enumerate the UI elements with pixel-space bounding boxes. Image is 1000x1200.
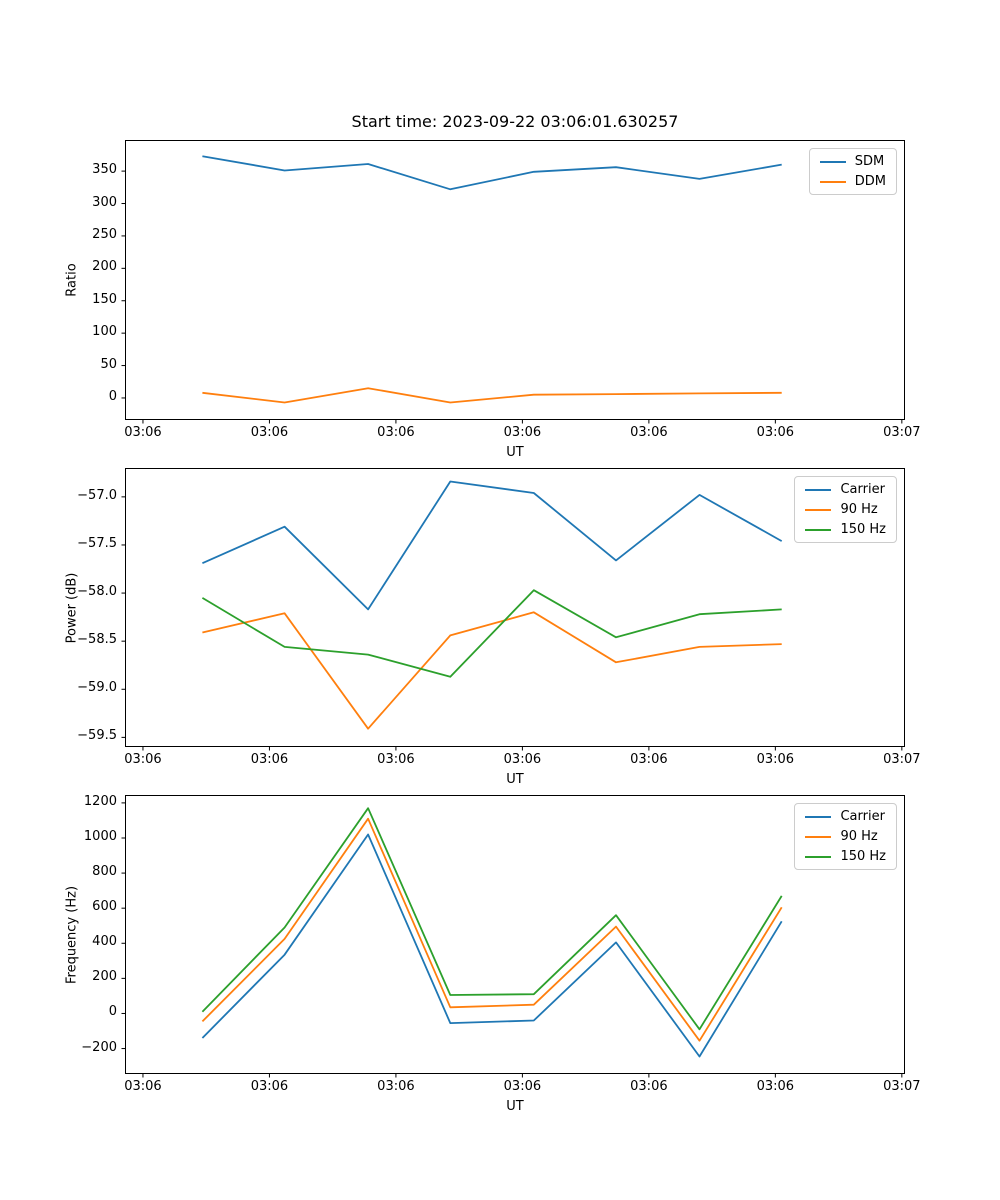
frequency-legend-entry-carrier — [805, 809, 886, 824]
power-legend-entry-carrier — [805, 482, 886, 497]
power-series-line-90-hz — [202, 612, 781, 728]
legend-label-150-hz: 150 Hz — [840, 522, 886, 537]
frequency-xlabel: UT — [506, 1099, 524, 1114]
frequency-x-tick-label: 03:06 — [250, 1079, 289, 1094]
legend-label-carrier: Carrier — [840, 482, 885, 497]
frequency-series-line-150-hz — [202, 808, 781, 1029]
frequency-y-tick-label: 1200 — [83, 793, 117, 809]
ratio-y-tick-label: 0 — [108, 388, 117, 404]
ratio-x-tick-label: 03:06 — [250, 425, 289, 440]
ratio-y-tick-label: 200 — [92, 259, 117, 275]
frequency-x-tick-label: 03:06 — [756, 1079, 795, 1094]
power-legend — [794, 476, 897, 543]
power-x-tick-label: 03:06 — [503, 752, 542, 767]
frequency-ylabel: Frequency (Hz) — [64, 885, 80, 984]
frequency-x-tick-label: 03:06 — [377, 1079, 415, 1094]
frequency-y-tick-label: 800 — [92, 864, 117, 880]
power-ylabel: Power (dB) — [64, 572, 80, 643]
ratio-y-tick-label: 50 — [100, 356, 117, 372]
power-legend-entry-150-hz — [805, 522, 886, 537]
ratio-x-tick-label: 03:06 — [503, 425, 542, 440]
legend-line-swatch-ddm — [820, 181, 846, 183]
frequency-series-line-90-hz — [202, 819, 781, 1041]
legend-label-ddm: DDM — [854, 174, 886, 189]
power-y-tick-label: −57.0 — [77, 487, 117, 503]
frequency-legend-entry-150-hz — [805, 849, 886, 864]
ratio-x-tick-label: 03:06 — [377, 425, 415, 440]
power-axes-spines — [126, 469, 905, 747]
ratio-series-line-ddm — [202, 388, 781, 402]
power-x-tick-label: 03:07 — [883, 752, 921, 767]
ratio-x-tick-label: 03:06 — [756, 425, 795, 440]
power-legend-entry-90-hz — [805, 502, 886, 517]
legend-label-sdm: SDM — [854, 154, 885, 169]
legend-line-swatch-carrier — [805, 489, 831, 491]
frequency-x-tick-label: 03:06 — [503, 1079, 542, 1094]
ratio-ylabel: Ratio — [64, 263, 80, 297]
frequency-plot-area — [125, 795, 905, 1074]
frequency-y-tick-label: −200 — [81, 1039, 117, 1055]
power-y-tick-label: −57.5 — [77, 535, 117, 551]
ratio-xlabel: UT — [506, 445, 524, 460]
power-y-tick-label: −59.5 — [77, 728, 117, 744]
ratio-x-tick-label: 03:06 — [630, 425, 668, 440]
ratio-axes-spines — [126, 141, 905, 420]
frequency-y-tick-label: 1000 — [83, 828, 117, 844]
ratio-y-tick-label: 150 — [92, 291, 117, 307]
frequency-axes-spines — [126, 796, 905, 1074]
legend-line-swatch-150-hz — [805, 856, 831, 858]
ratio-x-tick-label: 03:06 — [124, 425, 162, 440]
power-x-tick-label: 03:06 — [124, 752, 162, 767]
power-y-tick-label: −58.0 — [77, 584, 117, 600]
legend-line-swatch-90-hz — [805, 509, 831, 511]
ratio-series-line-sdm — [202, 156, 781, 189]
power-y-tick-label: −58.5 — [77, 632, 117, 648]
power-x-tick-label: 03:06 — [630, 752, 668, 767]
power-plot-area — [125, 468, 905, 747]
legend-line-swatch-carrier — [805, 816, 831, 818]
legend-line-swatch-150-hz — [805, 529, 831, 531]
power-series-line-carrier — [202, 482, 781, 610]
power-x-tick-label: 03:06 — [377, 752, 415, 767]
legend-line-swatch-sdm — [820, 161, 846, 163]
power-x-tick-label: 03:06 — [250, 752, 289, 767]
ratio-legend — [809, 148, 897, 195]
ratio-x-tick-label: 03:07 — [883, 425, 921, 440]
power-y-tick-label: −59.0 — [77, 680, 117, 696]
legend-line-swatch-90-hz — [805, 836, 831, 838]
ratio-legend-entry-ddm — [820, 174, 886, 189]
legend-label-carrier: Carrier — [840, 809, 885, 824]
ratio-y-tick-label: 350 — [92, 162, 117, 178]
frequency-y-tick-label: 600 — [92, 899, 117, 915]
ratio-y-tick-label: 250 — [92, 226, 117, 242]
ratio-y-tick-label: 300 — [92, 194, 117, 210]
frequency-legend-entry-90-hz — [805, 829, 886, 844]
frequency-x-tick-label: 03:06 — [630, 1079, 668, 1094]
power-series-line-150-hz — [202, 590, 781, 677]
ratio-plot-area — [125, 140, 905, 420]
ratio-legend-entry-sdm — [820, 154, 886, 169]
frequency-y-tick-label: 400 — [92, 934, 117, 950]
power-xlabel: UT — [506, 772, 524, 787]
ratio-y-tick-label: 100 — [92, 324, 117, 340]
legend-label-90-hz: 90 Hz — [840, 829, 878, 844]
frequency-legend — [794, 803, 897, 870]
legend-label-150-hz: 150 Hz — [840, 849, 886, 864]
frequency-x-tick-label: 03:06 — [124, 1079, 162, 1094]
figure-title: Start time: 2023-09-22 03:06:01.630257 — [351, 112, 679, 131]
frequency-y-tick-label: 0 — [108, 1004, 117, 1020]
legend-label-90-hz: 90 Hz — [840, 502, 878, 517]
frequency-x-tick-label: 03:07 — [883, 1079, 921, 1094]
frequency-y-tick-label: 200 — [92, 969, 117, 985]
power-x-tick-label: 03:06 — [756, 752, 795, 767]
